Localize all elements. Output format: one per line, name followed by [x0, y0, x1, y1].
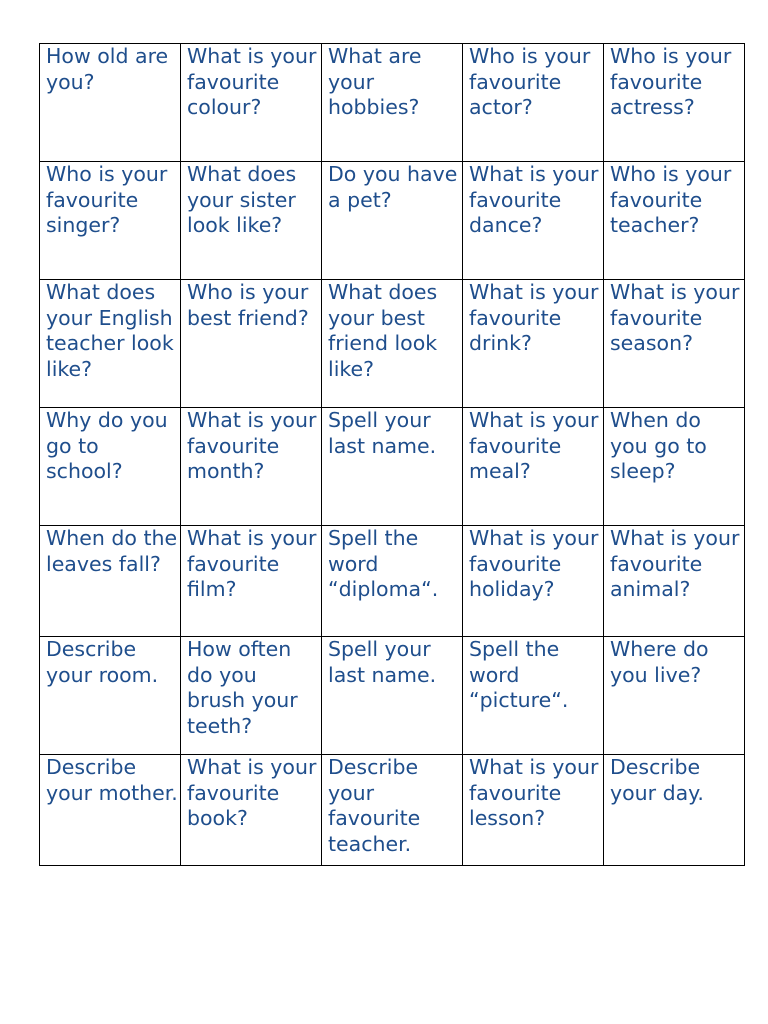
question-text: Who is your best friend?: [187, 280, 309, 330]
question-card: [463, 526, 604, 637]
question-text: When do you go to sleep?: [610, 408, 707, 484]
question-card: [463, 637, 604, 755]
question-text: Spell your last name.: [328, 637, 437, 687]
grid-row: [40, 162, 745, 280]
question-card: [322, 280, 463, 408]
question-text: Who is your favourite teacher?: [610, 162, 732, 238]
question-text: Describe your day.: [610, 755, 704, 805]
question-card: [40, 408, 181, 526]
question-text: Spell the word “picture“.: [469, 637, 569, 713]
question-card: [181, 526, 322, 637]
question-card: [604, 526, 745, 637]
question-text: What is your favourite season?: [610, 280, 740, 356]
question-text: Describe your mother.: [46, 755, 178, 805]
question-text: Describe your room.: [46, 637, 159, 687]
question-text: What are your hobbies?: [328, 44, 422, 120]
question-text: Who is your favourite actor?: [469, 44, 591, 120]
question-text: How old are you?: [46, 44, 169, 94]
question-text: Why do you go to school?: [46, 408, 168, 484]
question-text: What does your best friend look like?: [328, 280, 438, 381]
question-text: What is your favourite month?: [187, 408, 317, 484]
question-text: What is your favourite animal?: [610, 526, 740, 602]
question-text: What is your favourite lesson?: [469, 755, 599, 831]
question-text: What is your favourite dance?: [469, 162, 599, 238]
question-text: Where do you live?: [610, 637, 709, 687]
question-card: [322, 408, 463, 526]
question-card: [181, 755, 322, 866]
question-card: [322, 162, 463, 280]
question-text: Spell the word “diploma“.: [328, 526, 439, 602]
question-text: Do you have a pet?: [328, 162, 458, 212]
question-card: [322, 526, 463, 637]
question-card: [322, 755, 463, 866]
question-text: Spell your last name.: [328, 408, 437, 458]
grid-row: [40, 280, 745, 408]
question-card: [181, 408, 322, 526]
question-card: [463, 280, 604, 408]
question-text: When do the leaves fall?: [46, 526, 178, 576]
grid-row: [40, 637, 745, 755]
question-card: [322, 44, 463, 162]
question-text: How often do you brush your teeth?: [187, 637, 298, 738]
question-card: [40, 637, 181, 755]
question-card: [604, 408, 745, 526]
question-text: Describe your favourite teacher.: [328, 755, 421, 856]
grid-row: [40, 408, 745, 526]
question-card: [181, 280, 322, 408]
question-card: [604, 755, 745, 866]
question-text: What does your sister look like?: [187, 162, 297, 238]
question-text: What is your favourite drink?: [469, 280, 599, 356]
question-text: What is your favourite colour?: [187, 44, 317, 120]
question-text: What is your favourite book?: [187, 755, 317, 831]
question-card: [40, 44, 181, 162]
grid-row: [40, 44, 745, 162]
question-card: [463, 162, 604, 280]
question-card: [40, 526, 181, 637]
question-text: What is your favourite film?: [187, 526, 317, 602]
question-card: [604, 637, 745, 755]
grid-row: [40, 526, 745, 637]
question-card: [463, 44, 604, 162]
question-card: [604, 280, 745, 408]
question-card: [463, 408, 604, 526]
question-card: [181, 637, 322, 755]
question-card: [322, 637, 463, 755]
question-card: [181, 162, 322, 280]
question-text: Who is your favourite actress?: [610, 44, 732, 120]
question-card-grid: [39, 43, 745, 866]
question-card: [181, 44, 322, 162]
question-text: What is your favourite holiday?: [469, 526, 599, 602]
question-text: Who is your favourite singer?: [46, 162, 168, 238]
question-card: [604, 162, 745, 280]
question-card: [463, 755, 604, 866]
question-card: [40, 162, 181, 280]
question-text: What does your English teacher look like?: [46, 280, 174, 381]
question-text: What is your favourite meal?: [469, 408, 599, 484]
question-card: [40, 280, 181, 408]
question-card: [604, 44, 745, 162]
question-card: [40, 755, 181, 866]
grid-row: [40, 755, 745, 866]
